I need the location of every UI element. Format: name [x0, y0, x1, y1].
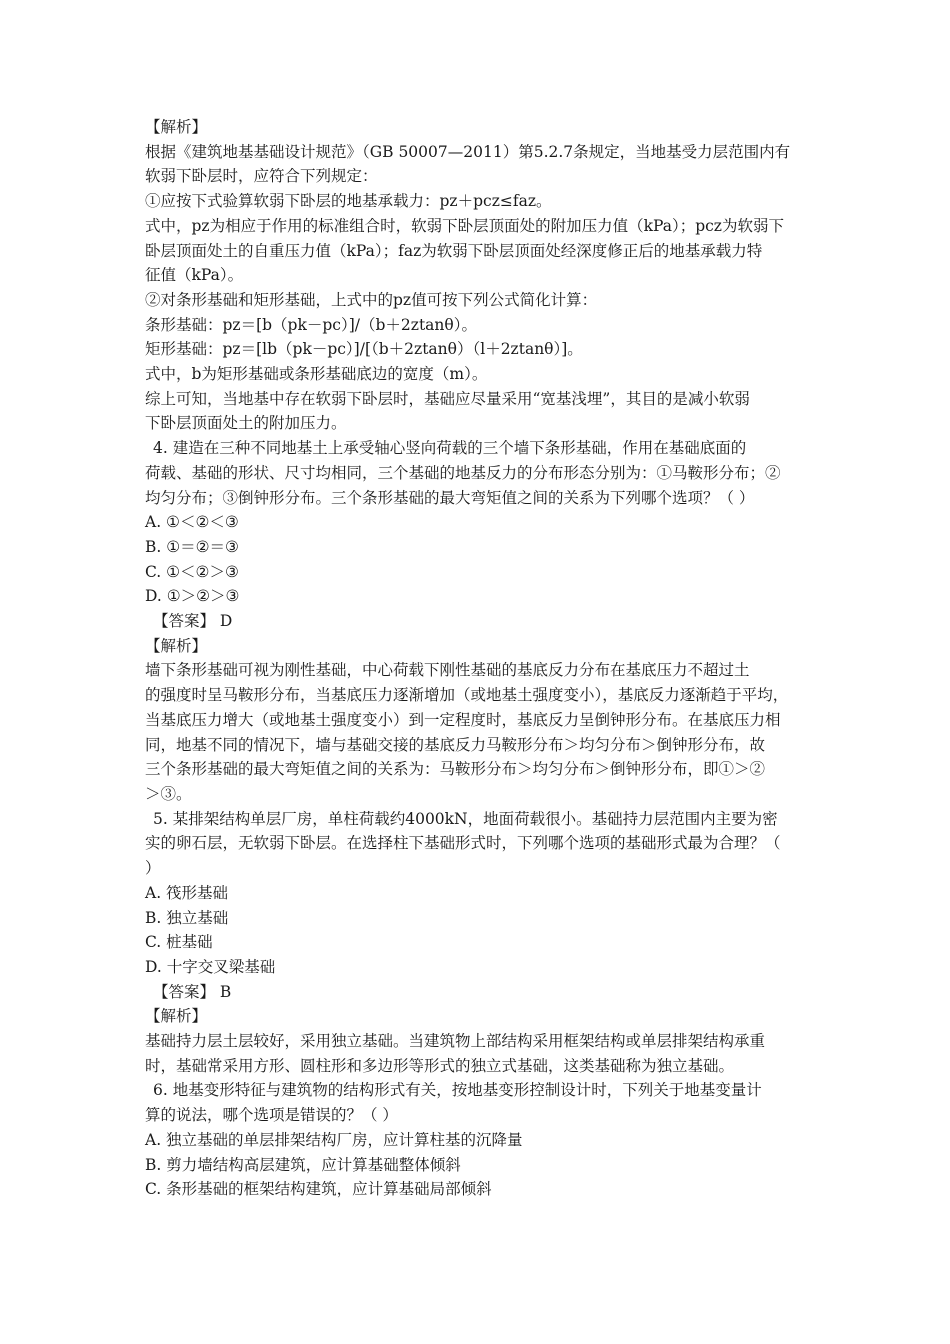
analysis-line: 式中，pz为相应于作用的标准组合时，软弱下卧层顶面处的附加压力值（kPa）；pcz为软弱下	[145, 216, 784, 235]
analysis-line: 式中，b为矩形基础或条形基础底边的宽度（m）。	[145, 365, 488, 384]
option-a: A. 独立基础的单层排架结构厂房，应计算柱基的沉降量	[145, 1130, 523, 1149]
formula-line: 矩形基础：pz＝[lb（pk－pc）]/[（b＋2ztanθ）（l＋2ztanθ）]。	[145, 340, 583, 359]
option-d: D. ①＞②＞③	[145, 587, 240, 606]
analysis-heading: 【解析】	[145, 1007, 208, 1026]
analysis-line: 软弱下卧层时，应符合下列规定：	[145, 167, 378, 186]
analysis-line: 下卧层顶面处土的附加压力。	[145, 414, 347, 433]
option-b: B. 剪力墙结构高层建筑，应计算基础整体倾斜	[145, 1155, 461, 1174]
analysis-line: 时，基础常采用方形、圆柱形和多边形等形式的独立式基础，这类基础称为独立基础。	[145, 1056, 735, 1075]
formula-line: 条形基础：pz＝[b（pk－pc）]/（b＋2ztanθ）。	[145, 315, 477, 334]
question-6-text: 算的说法，哪个选项是错误的？（ ）	[145, 1106, 398, 1125]
answer-label: 【答案】 D	[153, 612, 233, 631]
option-a: A. ①＜②＜③	[145, 513, 239, 532]
analysis-line: ＞③。	[145, 784, 192, 803]
question-5-text: 5. 某排架结构单层厂房，单柱荷载约4000kN，地面荷载很小。基础持力层范围内主要为密	[153, 809, 778, 828]
question-5-text: ）	[145, 859, 161, 878]
analysis-heading: 【解析】	[145, 636, 208, 655]
document-page	[145, 115, 825, 1202]
analysis-line: 的强度时呈马鞍形分布，当基底压力逐渐增加（或地基土强度变小），基底反力逐渐趋于平均，	[145, 686, 789, 705]
option-a: A. 筏形基础	[145, 883, 229, 902]
option-c: C. 条形基础的框架结构建筑，应计算基础局部倾斜	[145, 1180, 492, 1199]
analysis-line: 根据《建筑地基基础设计规范》（GB 50007—2011）第5.2.7条规定，当地基受力层范围内有	[145, 142, 791, 161]
analysis-line: ①应按下式验算软弱下卧层的地基承载力：pz＋pcz≤faz。	[145, 192, 552, 211]
analysis-line: 同，地基不同的情况下，墙与基础交接的基底反力马鞍形分布＞均匀分布＞倒钟形分布，故	[145, 735, 766, 754]
analysis-line: 征值（kPa）。	[145, 266, 244, 285]
analysis-line: ②对条形基础和矩形基础，上式中的pz值可按下列公式简化计算：	[145, 290, 598, 309]
question-4-text: 荷载、基础的形状、尺寸均相同，三个基础的地基反力的分布形态分别为：①马鞍形分布；②	[145, 463, 781, 482]
analysis-line: 三个条形基础的最大弯矩值之间的关系为：马鞍形分布＞均匀分布＞倒钟形分布，即①＞②	[145, 760, 766, 779]
option-b: B. 独立基础	[145, 908, 229, 927]
option-c: C. 桩基础	[145, 933, 213, 952]
answer-label: 【答案】 B	[153, 982, 232, 1001]
analysis-line: 基础持力层土层较好，采用独立基础。当建筑物上部结构采用框架结构或单层排架结构承重	[145, 1032, 766, 1051]
analysis-line: 墙下条形基础可视为刚性基础，中心荷载下刚性基础的基底反力分布在基底压力不超过土	[145, 661, 750, 680]
analysis-line: 卧层顶面处土的自重压力值（kPa）；faz为软弱下卧层顶面处经深度修正后的地基承载力特	[145, 241, 763, 260]
option-d: D. 十字交叉梁基础	[145, 957, 276, 976]
analysis-line: 综上可知，当地基中存在软弱下卧层时，基础应尽量采用“宽基浅埋”，其目的是减小软弱	[145, 389, 750, 408]
option-c: C. ①＜②＞③	[145, 562, 239, 581]
analysis-heading: 【解析】	[145, 118, 208, 136]
question-4-text: 均匀分布；③倒钟形分布。三个条形基础的最大弯矩值之间的关系为下列哪个选项？（ ）	[145, 488, 755, 507]
option-b: B. ①＝②＝③	[145, 537, 239, 556]
analysis-line: 当基底压力增大（或地基土强度变小）到一定程度时，基底反力呈倒钟形分布。在基底压力相	[145, 710, 781, 729]
question-4-text: 4. 建造在三种不同地基土上承受轴心竖向荷载的三个墙下条形基础，作用在基础底面的	[153, 439, 747, 458]
question-6-text: 6. 地基变形特征与建筑物的结构形式有关，按地基变形控制设计时，下列关于地基变量计	[153, 1081, 762, 1100]
question-5-text: 实的卵石层，无软弱下卧层。在选择柱下基础形式时，下列哪个选项的基础形式最为合理？（	[145, 834, 781, 853]
